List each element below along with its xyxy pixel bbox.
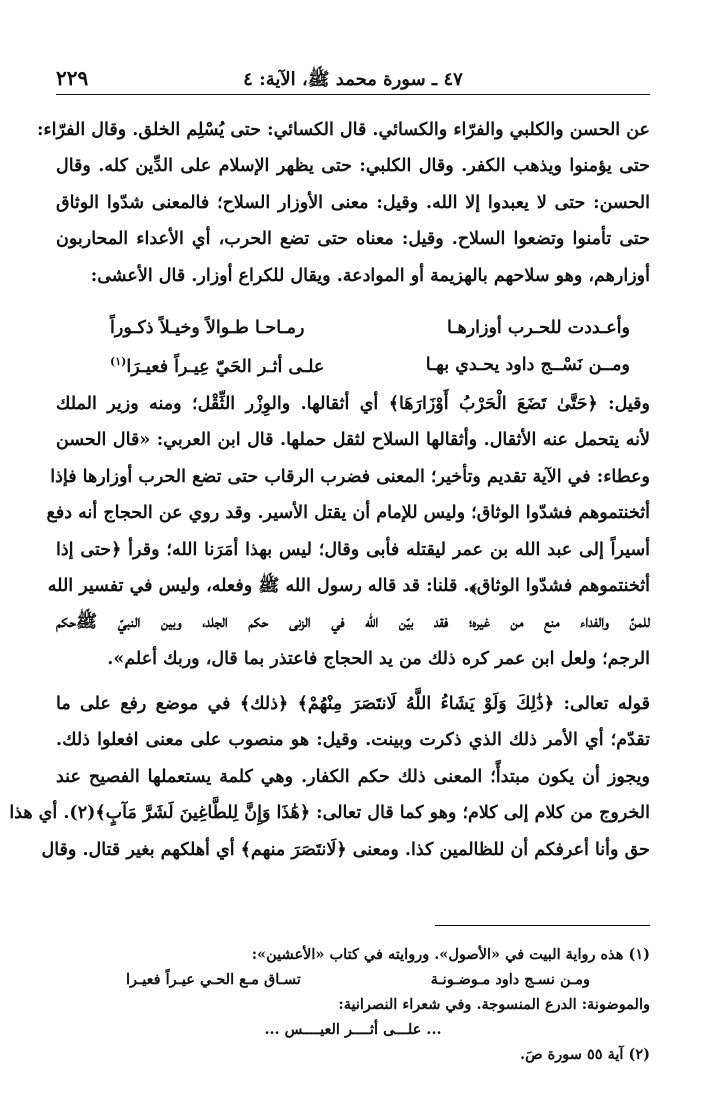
paragraph-2 (46, 386, 650, 677)
text-line: لأنه يتحمل عنه الأثقال. وأثقالها السلاح لثقل حملها. قال ابن العربي: «قال الحسن (56, 430, 650, 451)
verse-hemistich-second (110, 355, 324, 377)
paragraph-1 (36, 112, 650, 294)
verse-hemistich-first: ومــن نَسْــج داود يحـدي بهـا (425, 355, 630, 375)
text-line: حتى يؤمنوا ويذهب الكفر. وقال الكلبي: حتى يظهر الإسلام على الدِّين كله. وقال (56, 156, 650, 177)
verse-text: علـى أثـر الحَيّ عِيـراً فعيـرَا (126, 356, 325, 377)
text-line: وعطاء: في الآية تقديم وتأخير؛ المعنى فضرب الرقاب حتى تضع الحرب أوزارها فإذا (50, 466, 650, 487)
footnote-verse-second: تسـاق مـع الحـي عيـراً فعيـرا (126, 971, 301, 988)
footnote-1-fragment: ... علـــى أثــــر العيــــس ... (264, 1021, 442, 1038)
text-line: ويجوز أن يكون مبتدأً؛ المعنى ذلك حكم الكفار. وهي كلمة يستعملها الفصيح عند (56, 766, 650, 787)
footnote-1-gloss: والموضونة: الدرع المنسوجة. وفي شعراء النصرانية: (338, 996, 650, 1013)
page-header (56, 58, 650, 98)
footnote-1-intro: (١) هذه رواية البيت في «الأصول». وروايته في كتاب «الأعشين»: (251, 946, 650, 963)
verse-hemistich-first: وأعـددت للحـرب أوزارهـا (447, 318, 630, 338)
page-number: ٢٢٩ (56, 66, 89, 90)
verse-hemistich-second: رمـاحـا طـوالاً وخيـلاً ذكـوراً (110, 318, 305, 338)
footnote-1-verse (56, 967, 650, 992)
text-line: أثخنتموهم فشدّوا الوثاق﴾. قلنا: قد قاله رسول الله ﷺ وفعله، وليس في تفسير الله (47, 575, 650, 596)
text-line: أثخنتموهم فشدّوا الوثاق؛ وليس للإمام أن يقتل الأسير. وقد روي عن الحجاج أنه دفع (46, 503, 650, 524)
text-line: حق وأنا أعرفكم أن للظالمين كذا. ومعنى ﴿لَانتَصَرَ منهم﴾ أي أهلكهم بغير قتال. وقال (41, 839, 650, 860)
footnote-rule (435, 925, 650, 926)
running-title: ٤٧ ـ سورة محمد ﷺ، الآية: ٤ (243, 69, 463, 90)
footnote-2: (٢) آية ٥٥ سورة صَ. (520, 1046, 650, 1063)
text-line: تقدّم؛ أي الأمر ذلك الذي ذكرت وبينت. وقيل: هو منصوب على معنى افعلوا ذلك. (56, 730, 650, 751)
text-line: قوله تعالى: ﴿ذَٰلِكَ وَلَوْ يَشَاءُ اللَّهُ لَانتَصَرَ مِنْهُمْ﴾ ﴿ذلك﴾ في موضع رفع على ما (56, 694, 650, 714)
text-line: أسيراً إلى عبد الله بن عمر ليقتله فأبى وقال؛ ليس بهذا أمَرَنا الله؛ وقرأ ﴿حتى إذا (56, 539, 650, 560)
text-line: الرجم؛ ولعل ابن عمر كره ذلك من يد الحجاج فاعتذر بما قال، وربك أعلم». (107, 648, 650, 669)
text-line: للمنّ والفداء منع من غيره؛ فقد بيّن الله في الزنى حكم الجلد، وبين النبيّ ﷺحكم (56, 612, 650, 633)
text-line: الخروج من كلام إلى كلام؛ وهو كما قال تعالى: ﴿هَٰذَا وَإِنَّ لِلطَّاغِينَ لَشَرَّ مَآبٍ﴾(٢). أي هذا (9, 803, 650, 824)
text-line: حتى تأمنوا وتضعوا السلاح. وقيل: معناه حتى تضع الحرب، أي الأعداء المحاربون (56, 229, 650, 250)
text-line: أوزارهم، وهو سلاحهم بالهزيمة أو الموادعة. ويقال للكراع أوزار. قال الأعشى: (90, 265, 650, 286)
text-line: وقيل: ﴿حَتَّىٰ تَضَعَ الْحَرْبُ أَوْزَارَهَا﴾ أي أثقالها. والوِزْر الثِّقْل؛ ومنه وزير الملك (56, 394, 650, 414)
text-line: عن الحسن والكلبي والفرّاء والكسائي. قال الكسائي: حتى يُسْلِم الخلق. وقال الفرّاء: (36, 120, 650, 140)
footnote-ref-1: (١) (110, 355, 127, 368)
footnotes (56, 942, 650, 1067)
paragraph-3 (9, 686, 650, 868)
footnote-verse-first: ومـن نسـج داود مـوضـونـة (430, 971, 590, 988)
header-rule (56, 94, 650, 95)
text-line: الحسن: حتى لا يعبدوا إلا الله. وقيل: معنى الأوزار السلاح؛ فالمعنى شدّوا الوثاق (56, 192, 650, 213)
